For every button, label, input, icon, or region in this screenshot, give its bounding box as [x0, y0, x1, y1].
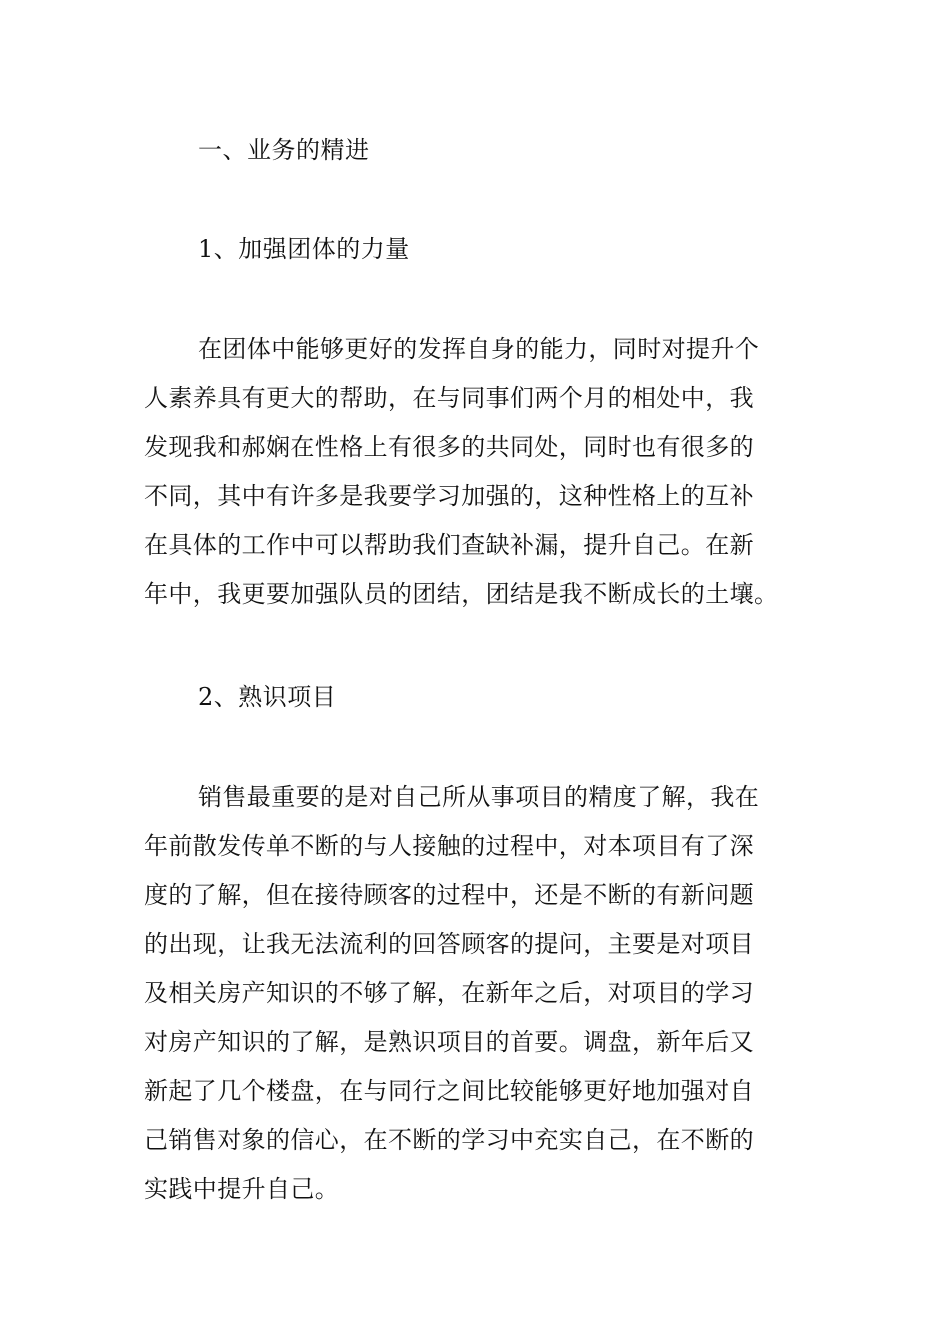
paragraph-line: 在具体的工作中可以帮助我们查缺补漏，提升自己。在新 [144, 531, 754, 559]
paragraph-project [144, 773, 808, 1214]
subsection-heading-project: 2、熟识项目 [198, 683, 337, 711]
paragraph-line: 人素养具有更大的帮助，在与同事们两个月的相处中，我 [144, 384, 754, 412]
paragraph-line: 年中，我更要加强队员的团结，团结是我不断成长的土壤。 [144, 580, 779, 608]
section-heading: 一、业务的精进 [198, 136, 370, 164]
paragraph-line: 及相关房产知识的不够了解，在新年之后，对项目的学习 [144, 979, 754, 1007]
subsection-heading-team: 1、加强团体的力量 [198, 235, 410, 263]
paragraph-line: 的出现，让我无法流利的回答顾客的提问，主要是对项目 [144, 930, 754, 958]
paragraph-line: 发现我和郝娴在性格上有很多的共同处，同时也有很多的 [144, 433, 754, 461]
paragraph-line: 新起了几个楼盘，在与同行之间比较能够更好地加强对自 [144, 1077, 754, 1105]
paragraph-line: 实践中提升自己。 [144, 1175, 340, 1203]
paragraph-line: 不同，其中有许多是我要学习加强的，这种性格上的互补 [144, 482, 754, 510]
paragraph-team [144, 325, 808, 619]
paragraph-line: 对房产知识的了解，是熟识项目的首要。调盘，新年后又 [144, 1028, 754, 1056]
paragraph-line: 度的了解，但在接待顾客的过程中，还是不断的有新问题 [144, 881, 754, 909]
paragraph-line: 在团体中能够更好的发挥自身的能力，同时对提升个 [198, 335, 760, 363]
paragraph-line: 己销售对象的信心，在不断的学习中充实自己，在不断的 [144, 1126, 754, 1154]
paragraph-line: 销售最重要的是对自己所从事项目的精度了解，我在 [198, 783, 760, 811]
paragraph-line: 年前散发传单不断的与人接触的过程中，对本项目有了深 [144, 832, 754, 860]
